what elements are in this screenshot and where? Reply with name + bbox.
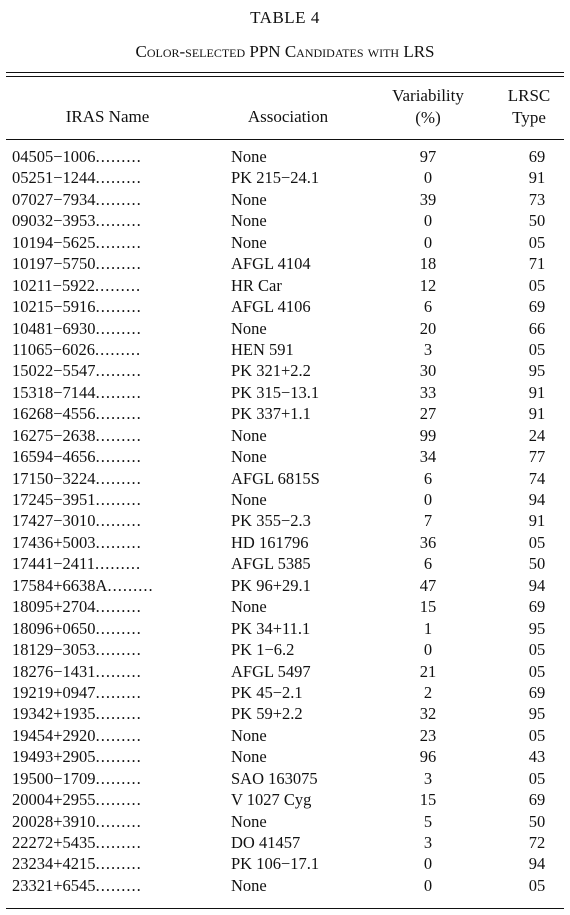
lrsc-type-cell: 50 — [528, 211, 546, 231]
variability-cell: 3 — [423, 768, 433, 788]
lrsc-type-cell: 50 — [528, 554, 546, 574]
lrsc-type-cell: 05 — [528, 768, 546, 788]
iras-name-cell — [12, 768, 227, 789]
table-row — [0, 210, 570, 231]
association-cell: None — [231, 318, 267, 338]
iras-name-cell — [12, 639, 227, 660]
iras-name-text: 19454+2920 — [12, 725, 96, 745]
variability-cell: 47 — [419, 575, 437, 595]
iras-name-cell — [12, 746, 227, 767]
iras-name-text: 10211−5922 — [12, 275, 95, 295]
lrsc-type-cell: 95 — [528, 361, 546, 381]
variability-cell: 34 — [419, 447, 437, 467]
leader-dots: ......... — [95, 254, 142, 274]
bottom-rule — [6, 908, 564, 909]
lrsc-type-cell: 73 — [528, 189, 546, 209]
association-cell: None — [231, 425, 267, 445]
association-cell: PK 106−17.1 — [231, 854, 320, 874]
table-row — [0, 296, 570, 317]
table-row — [0, 146, 570, 167]
iras-name-cell — [12, 789, 227, 810]
iras-name-cell — [12, 553, 227, 574]
iras-name-cell — [12, 510, 227, 531]
iras-name-text: 18096+0650 — [12, 618, 96, 638]
table-row — [0, 403, 570, 424]
iras-name-cell — [12, 275, 227, 296]
table-row — [0, 360, 570, 381]
lrsc-type-cell: 05 — [528, 875, 546, 895]
leader-dots: ......... — [95, 232, 142, 252]
lrsc-type-cell: 94 — [528, 490, 546, 509]
association-cell: PK 34+11.1 — [231, 618, 311, 638]
association-cell: PK 59+2.2 — [231, 704, 303, 724]
table-row — [0, 232, 570, 253]
iras-name-text: 17436+5003 — [12, 532, 96, 552]
association-cell: None — [231, 447, 267, 467]
association-cell: PK 337+1.1 — [231, 404, 311, 424]
lrsc-type-cell: 91 — [528, 382, 546, 402]
iras-name-cell — [12, 532, 227, 553]
variability-cell: 99 — [419, 425, 437, 445]
table-body — [0, 146, 570, 896]
iras-name-cell — [12, 596, 227, 617]
leader-dots: ......... — [95, 168, 142, 188]
lrsc-type-cell: 69 — [528, 682, 546, 702]
association-cell: AFGL 5497 — [231, 661, 311, 681]
iras-name-text: 22272+5435 — [12, 833, 96, 852]
iras-name-text: 16275−2638 — [12, 425, 96, 445]
table-row — [0, 253, 570, 274]
variability-cell: 0 — [423, 854, 433, 874]
iras-name-text: 20028+3910 — [12, 811, 96, 831]
variability-cell: 15 — [419, 597, 437, 617]
variability-cell: 3 — [423, 339, 433, 359]
association-cell: None — [231, 725, 267, 745]
lrsc-type-cell: 05 — [528, 532, 546, 552]
variability-cell: 6 — [423, 468, 433, 488]
iras-name-text: 11065−6026 — [12, 339, 95, 359]
table-row — [0, 639, 570, 660]
association-cell: V 1027 Cyg — [231, 790, 312, 810]
leader-dots: ......... — [95, 147, 142, 166]
variability-cell: 32 — [419, 704, 437, 724]
leader-dots: ......... — [95, 211, 142, 231]
iras-name-text: 10215−5916 — [12, 297, 96, 317]
iras-name-cell — [12, 210, 227, 231]
iras-name-text: 15318−7144 — [12, 382, 96, 402]
leader-dots: ......... — [95, 811, 142, 831]
iras-name-cell — [12, 725, 227, 746]
leader-dots: ......... — [95, 768, 142, 788]
leader-dots: ......... — [95, 189, 142, 209]
variability-cell: 0 — [423, 168, 433, 188]
table-row — [0, 189, 570, 210]
column-header-lrsc-line1: LRSC — [507, 86, 551, 105]
variability-cell: 0 — [423, 640, 433, 660]
leader-dots: ......... — [95, 490, 142, 509]
association-cell: None — [231, 597, 267, 617]
variability-cell: 97 — [419, 147, 437, 166]
leader-dots: ......... — [95, 704, 142, 724]
iras-name-text: 17427−3010 — [12, 511, 96, 531]
variability-cell: 39 — [419, 189, 437, 209]
table-caption: Color-selected PPN Candidates with LRS — [135, 42, 435, 61]
column-header-iras-name — [10, 106, 205, 128]
iras-name-text: 17150−3224 — [12, 468, 96, 488]
association-cell: None — [231, 189, 267, 209]
table-row — [0, 489, 570, 510]
iras-name-text: 09032−3953 — [12, 211, 96, 231]
variability-cell: 0 — [423, 211, 433, 231]
association-cell: None — [231, 211, 267, 231]
iras-name-text: 17441−2411 — [12, 554, 95, 574]
association-cell: PK 315−13.1 — [231, 382, 320, 402]
table-row — [0, 811, 570, 832]
table-number: TABLE 4 — [250, 8, 320, 27]
association-cell: PK 45−2.1 — [231, 682, 303, 702]
leader-dots: ......... — [94, 339, 142, 359]
iras-name-cell — [12, 853, 227, 874]
table-row — [0, 275, 570, 296]
leader-dots: ......... — [95, 661, 142, 681]
iras-name-cell — [12, 489, 227, 510]
variability-cell: 96 — [419, 747, 437, 767]
lrsc-type-cell: 05 — [528, 275, 546, 295]
iras-name-cell — [12, 253, 227, 274]
association-cell: DO 41457 — [231, 833, 301, 852]
iras-name-text: 19493+2905 — [12, 747, 96, 767]
table-row — [0, 446, 570, 467]
lrsc-type-cell: 05 — [528, 661, 546, 681]
table-row — [0, 532, 570, 553]
lrsc-type-cell: 69 — [528, 297, 546, 317]
iras-name-text: 10194−5625 — [12, 232, 96, 252]
variability-cell: 20 — [419, 318, 437, 338]
variability-cell: 30 — [419, 361, 437, 381]
variability-cell: 18 — [419, 254, 437, 274]
iras-name-text: 23321+6545 — [12, 875, 96, 895]
association-cell: None — [231, 147, 267, 166]
lrsc-type-cell: 24 — [528, 425, 546, 445]
iras-name-text: 19342+1935 — [12, 704, 96, 724]
leader-dots: ......... — [95, 425, 142, 445]
iras-name-text: 15022−5547 — [12, 361, 96, 381]
leader-dots: ......... — [95, 361, 142, 381]
iras-name-text: 18095+2704 — [12, 597, 96, 617]
association-cell: AFGL 4104 — [231, 254, 311, 274]
variability-cell: 33 — [419, 382, 437, 402]
lrsc-type-cell: 69 — [528, 790, 546, 810]
table-row — [0, 768, 570, 789]
table-row — [0, 318, 570, 339]
leader-dots: ......... — [95, 618, 142, 638]
iras-name-cell — [12, 232, 227, 253]
table-row — [0, 725, 570, 746]
association-cell: PK 96+29.1 — [231, 575, 311, 595]
lrsc-type-cell: 77 — [528, 447, 546, 467]
association-cell: PK 1−6.2 — [231, 640, 295, 660]
lrsc-type-cell: 94 — [528, 575, 546, 595]
lrsc-type-cell: 05 — [528, 725, 546, 745]
leader-dots: ......... — [95, 318, 142, 338]
iras-name-cell — [12, 618, 227, 639]
iras-name-cell — [12, 296, 227, 317]
column-header-association-text: Association — [247, 107, 329, 126]
association-cell: HEN 591 — [231, 339, 294, 359]
lrsc-type-cell: 05 — [528, 640, 546, 660]
table-row — [0, 853, 570, 874]
lrsc-type-cell: 95 — [528, 704, 546, 724]
leader-dots: ......... — [95, 297, 142, 317]
association-cell: PK 321+2.2 — [231, 361, 311, 381]
column-header-association — [218, 106, 358, 128]
iras-name-text: 20004+2955 — [12, 790, 96, 810]
variability-cell: 15 — [419, 790, 437, 810]
iras-name-text: 10197−5750 — [12, 254, 96, 274]
leader-dots: ......... — [95, 447, 142, 467]
leader-dots: ......... — [95, 532, 142, 552]
iras-name-cell — [12, 832, 227, 853]
variability-cell: 12 — [419, 275, 437, 295]
column-header-variability-line1: Variability — [392, 86, 464, 105]
leader-dots: ......... — [94, 554, 142, 574]
lrsc-type-cell: 94 — [528, 854, 546, 874]
variability-cell: 0 — [423, 490, 433, 509]
association-cell: AFGL 5385 — [231, 554, 311, 574]
table-row — [0, 618, 570, 639]
variability-cell: 21 — [419, 661, 437, 681]
lrsc-type-cell: 05 — [528, 339, 546, 359]
table-row — [0, 382, 570, 403]
iras-name-cell — [12, 468, 227, 489]
association-cell: PK 215−24.1 — [231, 168, 320, 188]
column-header-variability — [378, 85, 478, 129]
lrsc-type-cell: 91 — [528, 511, 546, 531]
iras-name-text: 17245−3951 — [12, 490, 96, 509]
association-cell: HD 161796 — [231, 532, 309, 552]
iras-name-text: 16594−4656 — [12, 447, 96, 467]
iras-name-cell — [12, 875, 227, 896]
header-rule — [6, 139, 564, 140]
column-header-variability-line2: (%) — [415, 108, 441, 127]
iras-name-text: 10481−6930 — [12, 318, 96, 338]
iras-name-cell — [12, 446, 227, 467]
variability-cell: 5 — [423, 811, 433, 831]
iras-name-text: 05251−1244 — [12, 168, 96, 188]
association-cell: AFGL 4106 — [231, 297, 311, 317]
lrsc-type-cell: 69 — [528, 147, 546, 166]
table-row — [0, 832, 570, 853]
iras-name-text: 18129−3053 — [12, 640, 96, 660]
association-cell: PK 355−2.3 — [231, 511, 311, 531]
lrsc-type-cell: 91 — [528, 168, 546, 188]
leader-dots: ......... — [95, 747, 142, 767]
iras-name-cell — [12, 382, 227, 403]
iras-name-cell — [12, 703, 227, 724]
iras-name-text: 16268−4556 — [12, 404, 96, 424]
table-row — [0, 746, 570, 767]
leader-dots: ......... — [95, 725, 142, 745]
lrsc-type-cell: 05 — [528, 232, 546, 252]
leader-dots: ......... — [95, 640, 142, 660]
lrsc-type-cell: 50 — [528, 811, 546, 831]
variability-cell: 36 — [419, 532, 437, 552]
variability-cell: 23 — [419, 725, 437, 745]
variability-cell: 6 — [423, 554, 433, 574]
top-rule — [6, 72, 564, 73]
variability-cell: 2 — [423, 682, 433, 702]
association-cell: None — [231, 490, 267, 509]
iras-name-text: 19219+0947 — [12, 682, 96, 702]
leader-dots: ......... — [95, 833, 142, 852]
iras-name-cell — [12, 811, 227, 832]
iras-name-cell — [12, 575, 227, 596]
association-cell: SAO 163075 — [231, 768, 318, 788]
table-row — [0, 575, 570, 596]
iras-name-text: 23234+4215 — [12, 854, 96, 874]
table-row — [0, 425, 570, 446]
column-header-lrsc-line2: Type — [512, 108, 546, 127]
leader-dots: ......... — [95, 468, 142, 488]
iras-name-text: 19500−1709 — [12, 768, 96, 788]
association-cell: None — [231, 232, 267, 252]
leader-dots: ......... — [95, 790, 142, 810]
variability-cell: 1 — [423, 618, 433, 638]
variability-cell: 0 — [423, 875, 433, 895]
top-rule-double — [6, 76, 564, 77]
variability-cell: 7 — [423, 511, 433, 531]
table-row — [0, 596, 570, 617]
table-row — [0, 339, 570, 360]
table-row — [0, 661, 570, 682]
iras-name-text: 17584+6638A — [12, 575, 108, 595]
leader-dots: ......... — [95, 875, 142, 895]
iras-name-cell — [12, 167, 227, 188]
table-row — [0, 875, 570, 896]
iras-name-cell — [12, 682, 227, 703]
association-cell: None — [231, 747, 267, 767]
leader-dots: ......... — [107, 575, 154, 595]
association-cell: AFGL 6815S — [231, 468, 320, 488]
table-row — [0, 468, 570, 489]
iras-name-cell — [12, 425, 227, 446]
iras-name-cell — [12, 146, 227, 167]
lrsc-type-cell: 43 — [528, 747, 546, 767]
table-row — [0, 789, 570, 810]
lrsc-type-cell: 95 — [528, 618, 546, 638]
iras-name-cell — [12, 339, 227, 360]
variability-cell: 3 — [423, 833, 433, 852]
association-cell: None — [231, 811, 267, 831]
association-cell: None — [231, 875, 267, 895]
variability-cell: 0 — [423, 232, 433, 252]
iras-name-cell — [12, 661, 227, 682]
lrsc-type-cell: 91 — [528, 404, 546, 424]
table-row — [0, 167, 570, 188]
lrsc-type-cell: 66 — [528, 318, 546, 338]
iras-name-text: 07027−7934 — [12, 189, 96, 209]
iras-name-cell — [12, 318, 227, 339]
table-row — [0, 553, 570, 574]
variability-cell: 27 — [419, 404, 437, 424]
lrsc-type-cell: 74 — [528, 468, 546, 488]
variability-cell: 6 — [423, 297, 433, 317]
iras-name-cell — [12, 403, 227, 424]
iras-name-cell — [12, 189, 227, 210]
association-cell: HR Car — [231, 275, 282, 295]
iras-name-text: 18276−1431 — [12, 661, 96, 681]
lrsc-type-cell: 71 — [528, 254, 546, 274]
column-header-iras-name-text: IRAS Name — [65, 107, 150, 126]
leader-dots: ......... — [94, 275, 142, 295]
leader-dots: ......... — [95, 597, 142, 617]
iras-name-text: 04505−1006 — [12, 147, 96, 166]
iras-name-cell — [12, 360, 227, 381]
table-row — [0, 682, 570, 703]
table-row — [0, 510, 570, 531]
leader-dots: ......... — [95, 382, 142, 402]
leader-dots: ......... — [95, 682, 142, 702]
leader-dots: ......... — [95, 511, 142, 531]
table-row — [0, 703, 570, 724]
lrsc-type-cell: 72 — [528, 833, 546, 852]
leader-dots: ......... — [95, 854, 142, 874]
leader-dots: ......... — [95, 404, 142, 424]
column-header-lrsc-type — [496, 85, 562, 129]
lrsc-type-cell: 69 — [528, 597, 546, 617]
